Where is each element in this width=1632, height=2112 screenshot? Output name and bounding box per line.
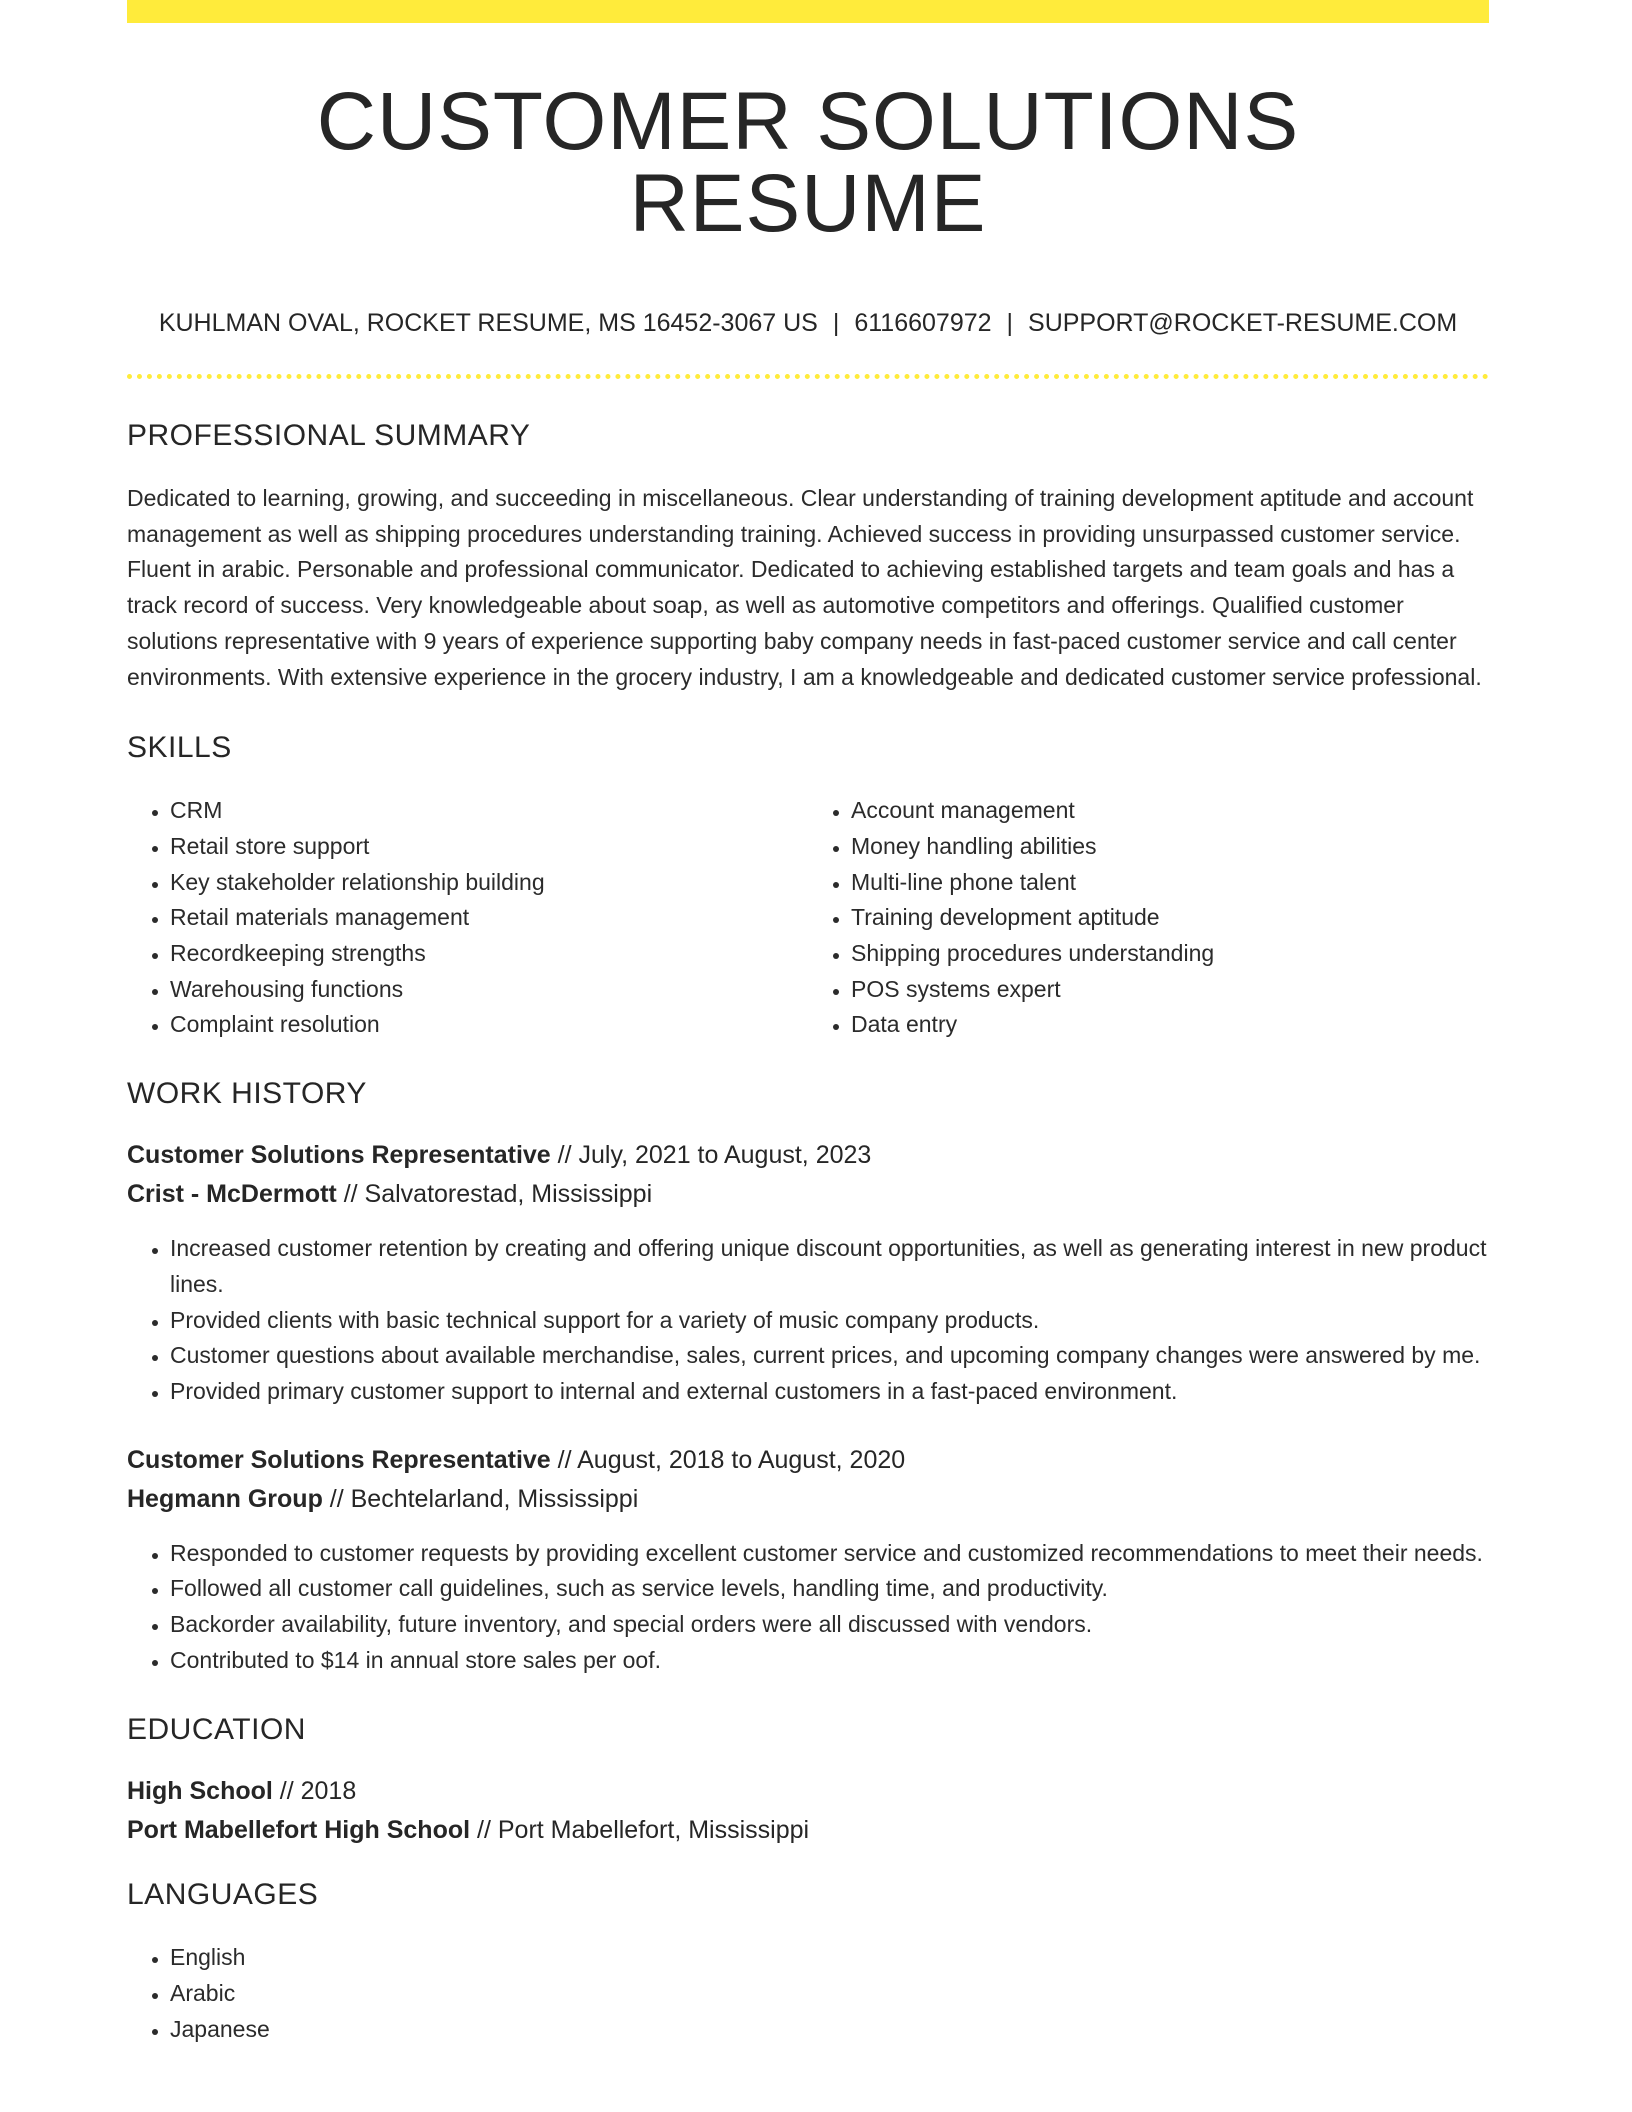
skill-item: • CRM [170,793,808,829]
skill-item: • Key stakeholder relationship building [170,865,808,901]
contact-address: KUHLMAN OVAL, ROCKET RESUME, MS 16452-3067 US [158,309,818,337]
job-bullet: • Followed all customer call guidelines, such as service levels, handling time, and productivity. [170,1571,1489,1607]
job-entry [127,1445,1489,1679]
education-heading: EDUCATION [127,1713,306,1747]
job-dates: // August, 2018 to August, 2020 [550,1445,906,1474]
contact-phone: 6116607972 [854,309,992,337]
skill-item: • Retail store support [170,829,808,865]
skills-left-list [127,793,808,1043]
education-year: // 2018 [272,1777,357,1806]
job-title: Customer Solutions Representative [127,1141,551,1170]
job-title: Customer Solutions Representative [127,1445,551,1474]
work-history-heading: WORK HISTORY [127,1077,367,1111]
skill-item: • Money handling abilities [851,829,1489,865]
job-bullet: • Customer questions about available merchandise, sales, current prices, and upcoming company changes were answered by me. [170,1338,1489,1374]
skill-item: • Data entry [851,1007,1489,1043]
skill-item: • Complaint resolution [170,1007,808,1043]
job-location: // Salvatorestad, Mississippi [336,1180,653,1209]
skill-item: • Recordkeeping strengths [170,936,808,972]
languages-list [127,1940,1489,2047]
job-bullets [127,1231,1489,1410]
summary-heading: PROFESSIONAL SUMMARY [127,419,531,452]
language-item: • Japanese [170,2012,1489,2048]
job-company-line [127,1484,1489,1513]
skill-item: • Account management [851,793,1489,829]
skill-item: • POS systems expert [851,972,1489,1008]
job-bullet: • Provided clients with basic technical support for a variety of music company products. [170,1303,1489,1339]
summary-text: Dedicated to learning, growing, and succeeding in miscellaneous. Clear understanding of training development aptitude and account management as well as shipping procedures understanding training. Achieved success in providing unsurpassed customer service. Fluent in arabic. Personable and professional communicator. Dedicated to achieving established targets and team goals and has a track record of success. Very knowledgeable about soap, as well as automotive competitors and offerings. Qualified customer solutions representative with 9 years of experience supporting baby company needs in fast-paced customer service and call center environments. With extensive experience in the grocery industry, I am a knowledgeable and dedicated customer service professional. [127,485,1482,690]
skill-item: • Shipping procedures understanding [851,936,1489,972]
job-location: // Bechtelarland, Mississippi [322,1484,639,1513]
job-title-line [127,1445,1489,1474]
job-bullet: • Responded to customer requests by providing excellent customer service and customized recommendations to meet their needs. [170,1536,1489,1572]
education-school: Port Mabellefort High School [127,1816,471,1845]
job-title-line [127,1143,1489,1168]
contact-separator: | [1006,309,1014,337]
job-company-line [127,1182,1489,1207]
education-degree-line [127,1779,1489,1804]
skill-item: • Multi-line phone talent [851,865,1489,901]
job-company: Crist - McDermott [127,1180,337,1209]
job-company: Hegmann Group [127,1484,323,1513]
job-bullets [127,1536,1489,1679]
job-dates: // July, 2021 to August, 2023 [550,1141,872,1170]
top-accent-bar [127,0,1489,23]
skill-item: • Retail materials management [170,900,808,936]
contact-email: SUPPORT@ROCKET-RESUME.COM [1028,309,1458,337]
language-item: • English [170,1940,1489,1976]
contact-separator: | [832,309,840,337]
skill-item: • Training development aptitude [851,900,1489,936]
job-bullet: • Contributed to $14 in annual store sales per oof. [170,1643,1489,1679]
language-item: • Arabic [170,1976,1489,2012]
languages-heading: LANGUAGES [127,1878,319,1912]
skills-right-list [808,793,1489,1043]
skills-grid [127,793,1489,1043]
education-school-line [127,1818,1489,1843]
resume-page [127,0,1489,2048]
education-location: // Port Mabellefort, Mississippi [470,1816,810,1845]
education-degree: High School [127,1777,273,1806]
job-bullet: • Increased customer retention by creating and offering unique discount opportunities, as well as generating interest in new product lines. [170,1231,1489,1302]
skill-item: • Warehousing functions [170,972,808,1008]
resume-title: CUSTOMER SOLUTIONS RESUME [316,76,1300,249]
job-entry [127,1143,1489,1410]
contact-line [127,311,1489,336]
skills-heading: SKILLS [127,731,232,765]
job-bullet: • Backorder availability, future inventory, and special orders were all discussed with vendors. [170,1607,1489,1643]
job-bullet: • Provided primary customer support to internal and external customers in a fast-paced environment. [170,1374,1489,1410]
dotted-divider [127,374,1489,379]
